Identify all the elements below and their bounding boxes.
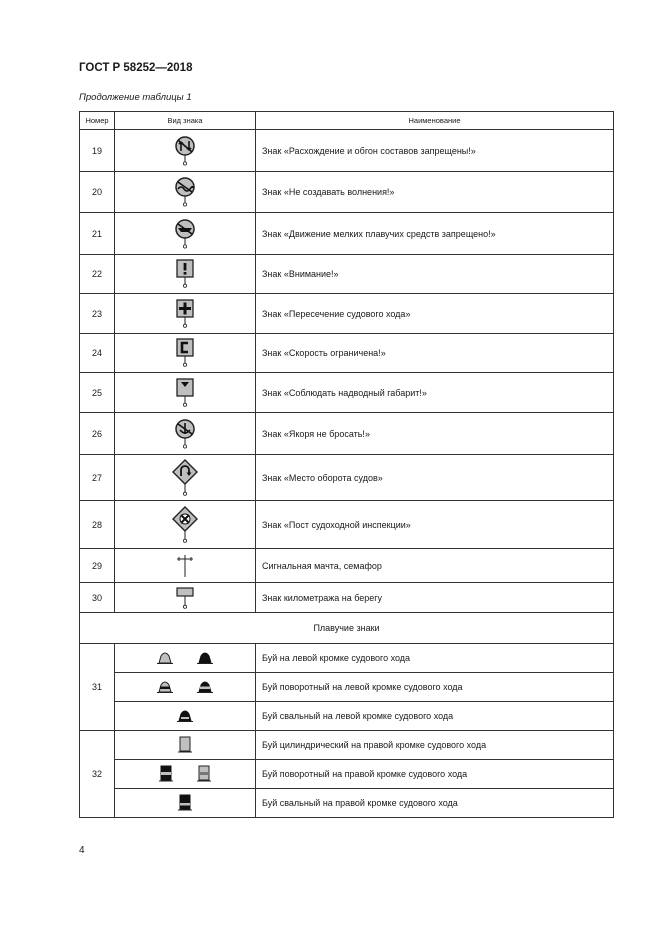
- table-row: [80, 334, 614, 373]
- table-row: [80, 130, 614, 172]
- page-number: 4: [79, 845, 85, 856]
- sign-name: Знак «Расхождение и обгон составов запрещены!»: [256, 130, 614, 172]
- table-row: [80, 373, 614, 413]
- row-number: 27: [80, 455, 115, 501]
- table-row: [80, 731, 614, 760]
- sign-name: Буй на левой кромке судового хода: [256, 644, 614, 673]
- table-row: [80, 702, 614, 731]
- row-number: 22: [80, 255, 115, 294]
- row-number: 29: [80, 549, 115, 583]
- left-edge-buoy-filled-icon: [197, 651, 213, 665]
- signal-mast-icon: [172, 553, 198, 579]
- row-number: 30: [80, 583, 115, 613]
- left-edge-buoy-outline-icon: [157, 651, 173, 665]
- left-turning-buoy-filled-icon: [197, 680, 213, 694]
- sign-name: Знак «Пост судоходной инспекции»: [256, 501, 614, 549]
- row-number: 19: [80, 130, 115, 172]
- row-number: 24: [80, 334, 115, 373]
- sign-name: Буй свальный на правой кромке судового хода: [256, 789, 614, 818]
- table-row: [80, 213, 614, 255]
- row-number: 21: [80, 213, 115, 255]
- speed-limit-sign-icon: [175, 338, 195, 368]
- right-drift-buoy-icon: [178, 794, 192, 812]
- turning-place-sign-icon: [171, 459, 199, 497]
- table-row: [80, 172, 614, 213]
- row-number: 31: [80, 644, 115, 731]
- sign-name: Знак «Движение мелких плавучих средств запрещено!»: [256, 213, 614, 255]
- column-header-sign-view: Вид знака: [115, 112, 256, 130]
- table-row: [80, 583, 614, 613]
- kilometer-sign-icon: [174, 586, 196, 610]
- right-turning-buoy-outline-icon: [197, 765, 211, 783]
- table-row: [80, 760, 614, 789]
- no-overtaking-sign-icon: [173, 136, 197, 166]
- sign-name: Знак километража на берегу: [256, 583, 614, 613]
- sign-name: Знак «Место оборота судов»: [256, 455, 614, 501]
- sign-name: Знак «Пересечение судового хода»: [256, 294, 614, 334]
- sign-name: Буй свальный на левой кромке судового хода: [256, 702, 614, 731]
- sign-name: Буй цилиндрический на правой кромке судового хода: [256, 731, 614, 760]
- left-turning-buoy-outline-icon: [157, 680, 173, 694]
- table-row: [80, 294, 614, 334]
- sign-name: Буй поворотный на левой кромке судового хода: [256, 673, 614, 702]
- table-row: [80, 455, 614, 501]
- no-anchoring-sign-icon: [173, 419, 197, 449]
- left-drift-buoy-icon: [177, 709, 193, 723]
- sign-name: Знак «Скорость ограничена!»: [256, 334, 614, 373]
- no-small-craft-sign-icon: [173, 219, 197, 249]
- row-number: 20: [80, 172, 115, 213]
- inspection-post-sign-icon: [171, 506, 199, 544]
- table-section-row: [80, 613, 614, 644]
- signs-table: [79, 111, 614, 818]
- row-number: 25: [80, 373, 115, 413]
- sign-name: Сигнальная мачта, семафор: [256, 549, 614, 583]
- row-number: 32: [80, 731, 115, 818]
- table-row: [80, 789, 614, 818]
- row-number: 23: [80, 294, 115, 334]
- column-header-number: Номер: [80, 112, 115, 130]
- table-header-row: [80, 112, 614, 130]
- row-number: 26: [80, 413, 115, 455]
- sign-name: Знак «Внимание!»: [256, 255, 614, 294]
- right-edge-cylinder-buoy-icon: [178, 736, 192, 754]
- attention-sign-icon: [175, 259, 195, 289]
- table-row: [80, 549, 614, 583]
- table-caption: Продолжение таблицы 1: [79, 92, 192, 103]
- row-number: 28: [80, 501, 115, 549]
- table-row: [80, 501, 614, 549]
- section-title: Плавучие знаки: [80, 613, 614, 644]
- sign-name: Знак «Не создавать волнения!»: [256, 172, 614, 213]
- sign-name: Знак «Якоря не бросать!»: [256, 413, 614, 455]
- document-standard-title: ГОСТ Р 58252—2018: [79, 62, 193, 74]
- table-row: [80, 673, 614, 702]
- column-header-name: Наименование: [256, 112, 614, 130]
- right-turning-buoy-filled-icon: [159, 765, 173, 783]
- channel-crossing-sign-icon: [175, 299, 195, 329]
- sign-name: Буй поворотный на правой кромке судового хода: [256, 760, 614, 789]
- table-row: [80, 413, 614, 455]
- table-row: [80, 644, 614, 673]
- sign-name: Знак «Соблюдать надводный габарит!»: [256, 373, 614, 413]
- clearance-sign-icon: [175, 378, 195, 408]
- table-row: [80, 255, 614, 294]
- no-waves-sign-icon: [173, 177, 197, 207]
